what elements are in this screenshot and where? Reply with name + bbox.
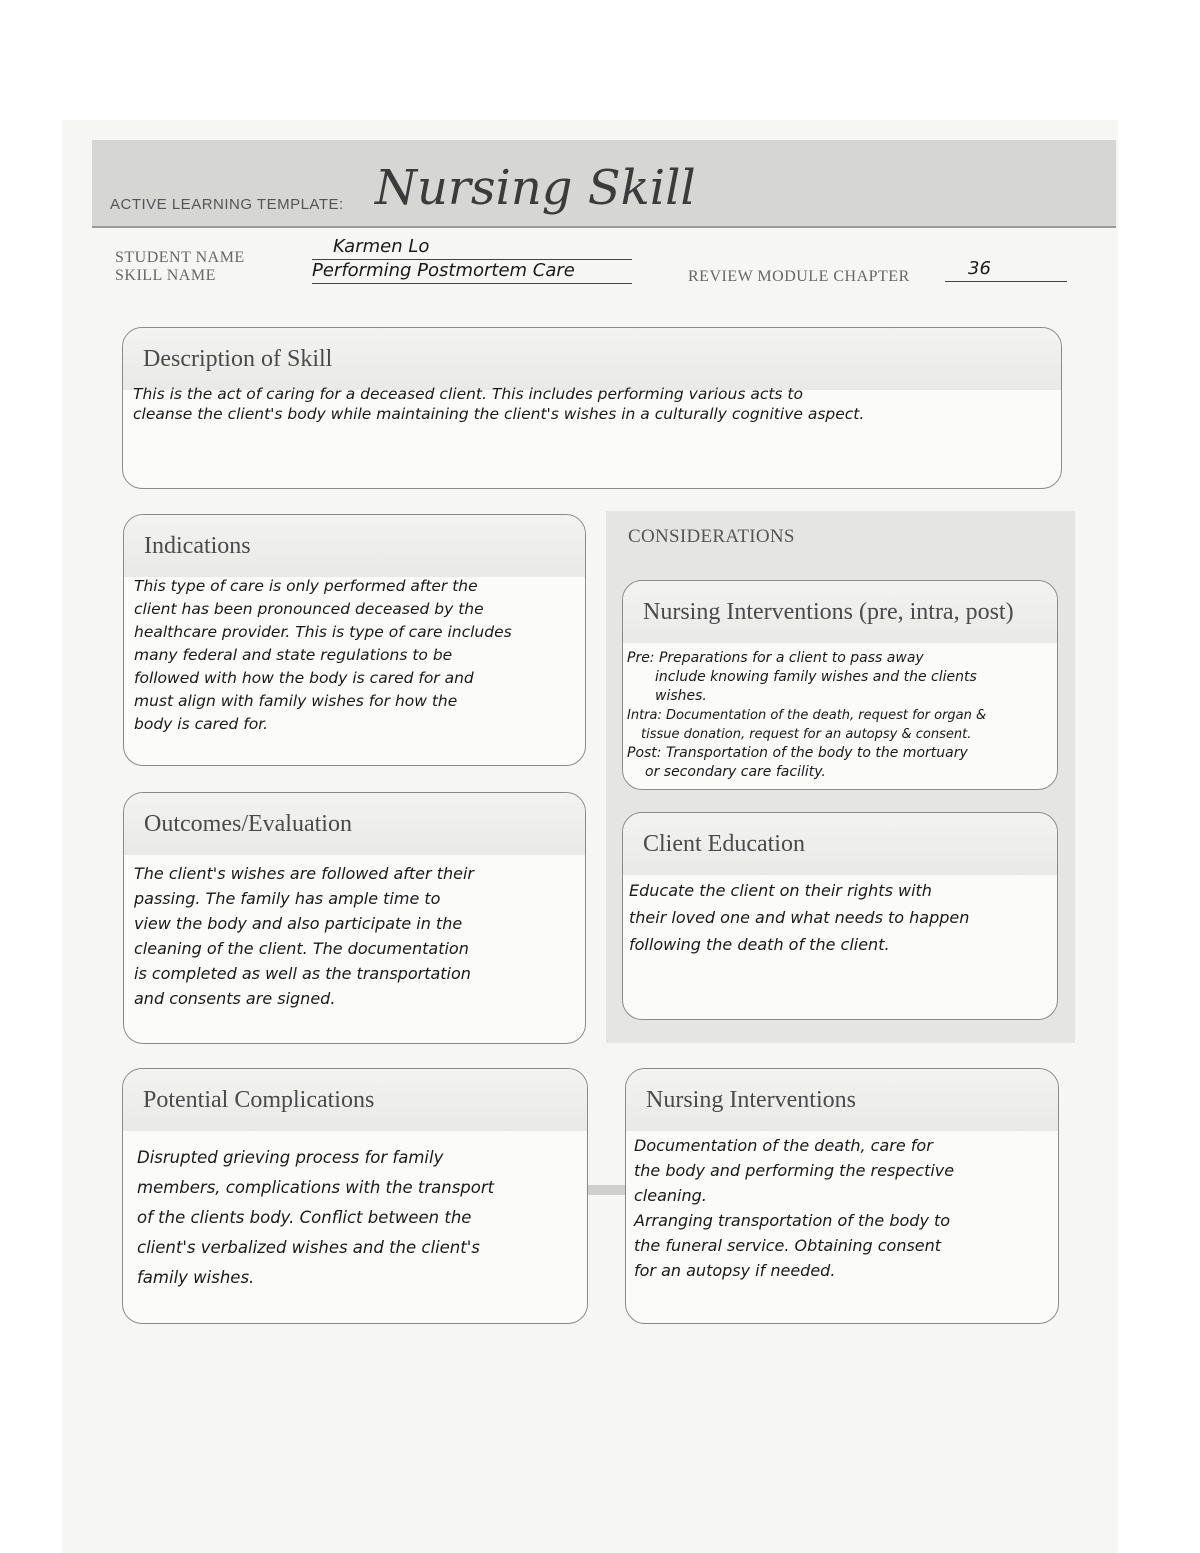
nursing-interventions-phases-box — [622, 580, 1058, 790]
complications-box — [122, 1068, 588, 1324]
client-education-title: Client Education — [643, 831, 805, 857]
nursing-interventions-phases-text — [627, 649, 1047, 782]
nursing-interventions-line: the funeral service. Obtaining consent — [634, 1236, 942, 1255]
indications-line: client has been pronounced deceased by the — [134, 600, 484, 618]
review-chapter-label: REVIEW MODULE CHAPTER — [688, 268, 910, 285]
nursing-interventions-line: Arranging transportation of the body to — [634, 1211, 951, 1230]
client-education-text — [629, 877, 1047, 958]
considerations-label: CONSIDERATIONS — [628, 526, 795, 547]
indications-line: body is cared for. — [134, 715, 269, 733]
review-chapter-line — [945, 281, 1067, 282]
nursing-interventions-line: the body and performing the respective — [634, 1161, 955, 1180]
review-chapter-value: 36 — [968, 258, 991, 279]
description-line: This is the act of caring for a deceased client. This includes performing various acts to — [133, 385, 803, 403]
phase-line: Intra: Documentation of the death, request for organ & — [627, 708, 987, 723]
indications-line: This type of care is only performed after the — [134, 577, 478, 595]
nursing-interventions-title: Nursing Interventions — [646, 1087, 856, 1113]
phase-line: Post: Transportation of the body to the mortuary — [627, 745, 968, 761]
description-box — [122, 327, 1062, 489]
phase-line: tissue donation, request for an autopsy & consent. — [641, 727, 972, 742]
outcomes-line: The client's wishes are followed after their — [134, 864, 474, 883]
box-connector — [588, 1185, 626, 1195]
outcomes-line: view the body and also participate in the — [134, 914, 463, 933]
indications-line: healthcare provider. This is type of care includes — [134, 623, 512, 641]
complications-line: members, complications with the transport — [137, 1178, 495, 1197]
outcomes-line: and consents are signed. — [134, 989, 336, 1008]
complications-title: Potential Complications — [143, 1087, 375, 1113]
skill-name-label: SKILL NAME — [115, 267, 216, 284]
nursing-interventions-line: cleaning. — [634, 1186, 707, 1205]
description-text — [133, 384, 1051, 424]
nursing-interventions-line: Documentation of the death, care for — [634, 1136, 933, 1155]
phase-line: Pre: Preparations for a client to pass away — [627, 650, 924, 666]
skill-name-value: Performing Postmortem Care — [312, 260, 575, 281]
complications-line: Disrupted grieving process for family — [137, 1148, 444, 1167]
complications-line: family wishes. — [137, 1268, 255, 1287]
indications-text — [134, 575, 575, 736]
description-line: cleanse the client's body while maintaining the client's wishes in a culturally cognitive aspect. — [133, 405, 865, 423]
client-education-line: Educate the client on their rights with — [629, 881, 932, 900]
description-title: Description of Skill — [143, 346, 333, 372]
outcomes-line: is completed as well as the transportation — [134, 964, 471, 983]
skill-name-line — [312, 283, 632, 284]
template-title: Nursing Skill — [375, 160, 696, 216]
phase-line: include knowing family wishes and the clients — [655, 669, 977, 685]
client-education-line: following the death of the client. — [629, 935, 890, 954]
indications-line: must align with family wishes for how the — [134, 692, 458, 710]
template-label: ACTIVE LEARNING TEMPLATE: — [110, 196, 344, 213]
phase-line: or secondary care facility. — [645, 764, 826, 780]
outcomes-line: passing. The family has ample time to — [134, 889, 441, 908]
complications-line: client's verbalized wishes and the client's — [137, 1238, 480, 1257]
indications-line: many federal and state regulations to be — [134, 646, 453, 664]
client-education-box — [622, 812, 1058, 1020]
indications-title: Indications — [144, 533, 251, 559]
nursing-interventions-line: for an autopsy if needed. — [634, 1261, 836, 1280]
outcomes-title: Outcomes/Evaluation — [144, 811, 352, 837]
nursing-interventions-phases-title: Nursing Interventions (pre, intra, post) — [643, 599, 1014, 625]
complications-line: of the clients body. Conflict between the — [137, 1208, 472, 1227]
outcomes-text — [134, 861, 575, 1011]
client-education-line: their loved one and what needs to happen — [629, 908, 970, 927]
phase-line: wishes. — [655, 688, 707, 704]
outcomes-line: cleaning of the client. The documentation — [134, 939, 469, 958]
student-name-value: Karmen Lo — [333, 236, 430, 257]
complications-text — [137, 1143, 577, 1293]
nursing-interventions-box — [625, 1068, 1059, 1324]
outcomes-box — [123, 792, 586, 1044]
indications-box — [123, 514, 586, 766]
nursing-interventions-text — [634, 1133, 1048, 1283]
indications-line: followed with how the body is cared for and — [134, 669, 474, 687]
student-name-label: STUDENT NAME — [115, 249, 245, 266]
